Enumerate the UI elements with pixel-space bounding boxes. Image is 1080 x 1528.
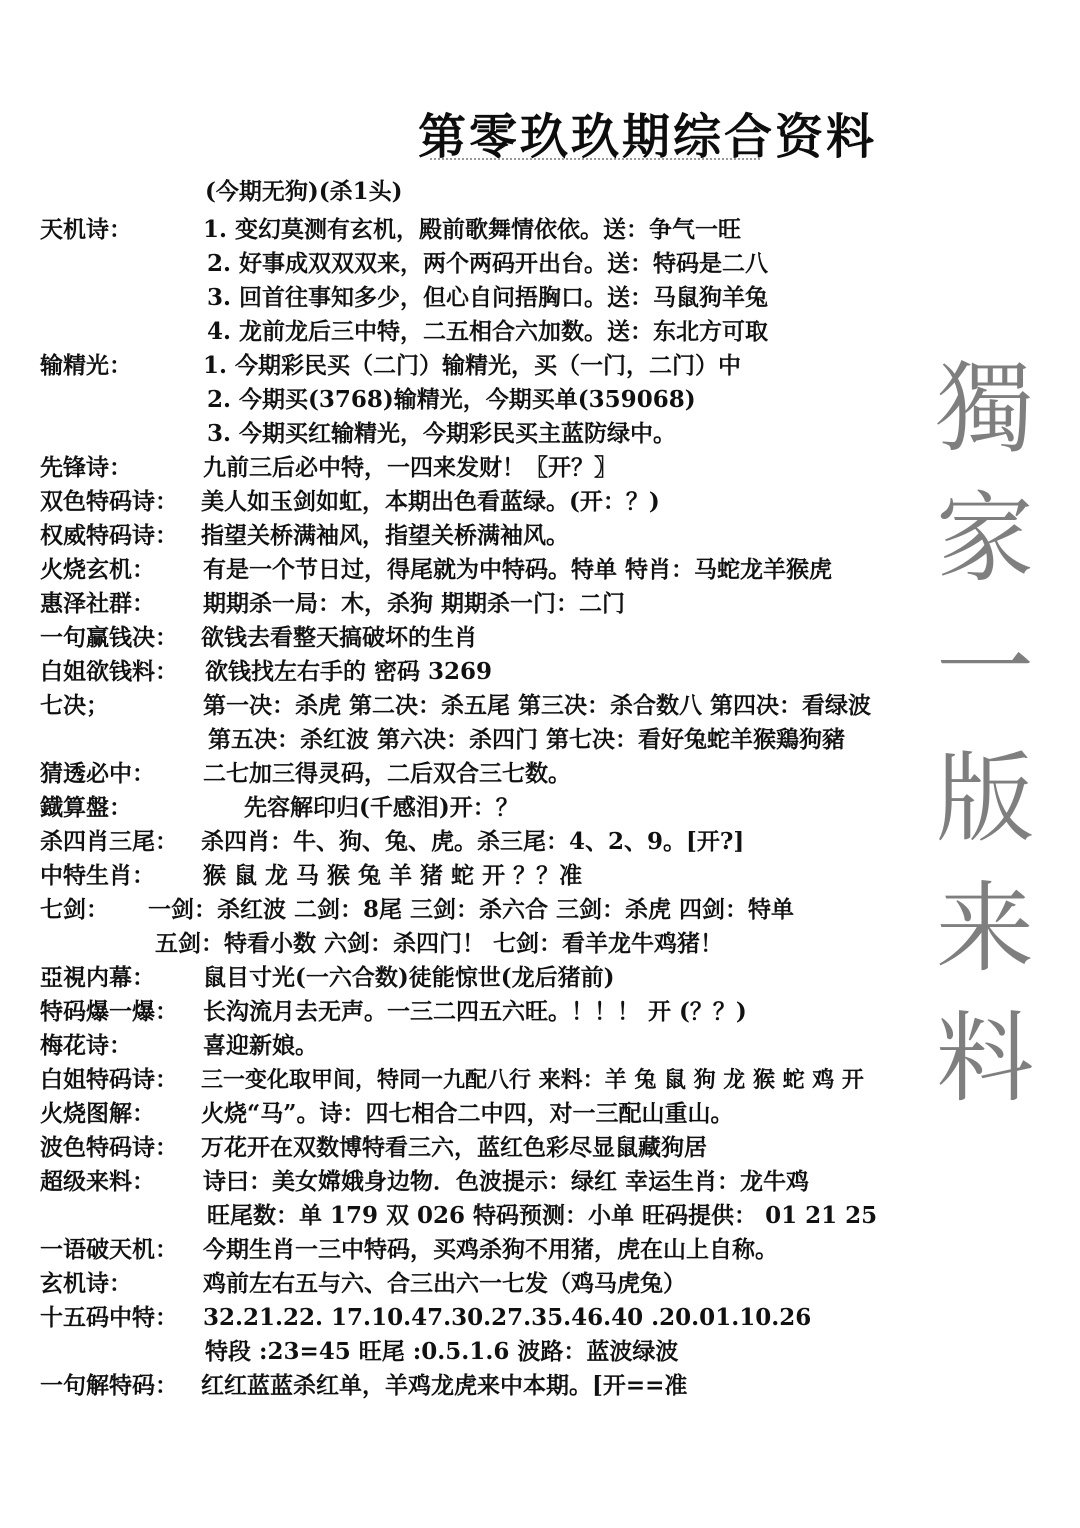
line-text: 美人如玉剑如虹，本期出色看蓝绿。(开：？) — [201, 488, 660, 515]
line-label: 七剑： — [40, 896, 109, 923]
line-text: 1. 今期彩民买（二门）输精光，买（一门，二门）中 — [203, 352, 742, 379]
line-text: 五剑：特看小数 六剑：杀四门！ 七剑：看羊龙牛鸡猪！ — [155, 930, 724, 957]
line-text: 特段 :23=45 旺尾 :0.5.1.6 波路：蓝波绿波 — [205, 1338, 679, 1365]
line-text: 火烧“马”。诗：四七相合二中四，对一三配山重山。 — [201, 1100, 734, 1127]
list-item — [0, 417, 1080, 451]
subtitle-text: (今期无狗)(杀1头) — [205, 178, 403, 205]
list-item — [0, 451, 1080, 485]
list-item — [0, 1369, 1080, 1403]
line-text: 猴 鼠 龙 马 猴 兔 羊 猪 蛇 开 ？？准 — [203, 862, 583, 889]
line-text: 今期生肖一三中特码，买鸡杀狗不用猪，虎在山上自称。 — [203, 1236, 778, 1263]
line-text: 红红蓝蓝杀红单，羊鸡龙虎来中本期。[开==准 — [201, 1372, 688, 1399]
list-item — [0, 791, 1080, 825]
line-text: 4. 龙前龙后三中特，二五相合六加数。送：东北方可取 — [207, 318, 769, 345]
line-label: 特码爆一爆： — [40, 998, 178, 1025]
line-label: 天机诗： — [40, 216, 132, 243]
watermark-char: 家 — [935, 482, 1034, 596]
line-text: 1. 变幻莫测有玄机，殿前歌舞情依依。送：争气一旺 — [203, 216, 742, 243]
list-item — [0, 723, 1080, 757]
list-item — [0, 519, 1080, 553]
watermark-char: 版 — [935, 742, 1034, 856]
list-item — [0, 349, 1080, 383]
line-text: 诗曰：美女嫦娥身边物．色波提示：绿红 幸运生肖：龙牛鸡 — [203, 1168, 810, 1195]
line-label: 十五码中特： — [40, 1304, 178, 1331]
watermark-char: 獨 — [935, 352, 1034, 466]
list-item — [0, 1199, 1080, 1233]
line-label: 波色特码诗： — [40, 1134, 178, 1161]
list-item — [0, 859, 1080, 893]
line-text: 3. 今期买红输精光，今期彩民买主蓝防绿中。 — [207, 420, 677, 447]
line-label: 梅花诗： — [40, 1032, 132, 1059]
line-label: 白姐欲钱料： — [40, 658, 178, 685]
line-text: 第一决：杀虎 第二决：杀五尾 第三决：杀合数八 第四决：看绿波 — [203, 692, 872, 719]
line-label: 惠泽社群： — [40, 590, 155, 617]
line-label: 双色特码诗： — [40, 488, 178, 515]
watermark-char: 料 — [935, 1002, 1034, 1116]
list-item — [0, 1029, 1080, 1063]
list-item — [0, 689, 1080, 723]
line-label: 一语破天机： — [40, 1236, 178, 1263]
line-label: 火烧图解： — [40, 1100, 155, 1127]
list-item — [0, 383, 1080, 417]
list-item — [0, 655, 1080, 689]
list-item — [0, 587, 1080, 621]
line-label: 超级来料： — [40, 1168, 155, 1195]
line-label: 先锋诗： — [40, 454, 132, 481]
list-item — [0, 281, 1080, 315]
list-item — [0, 1233, 1080, 1267]
line-label: 猜透必中： — [40, 760, 155, 787]
line-text: 长沟流月去无声。一三二四五六旺。！！！ 开 (？？) — [203, 998, 747, 1025]
list-item — [0, 961, 1080, 995]
list-item — [0, 757, 1080, 791]
line-label: 一句解特码： — [40, 1372, 178, 1399]
line-text: 欲钱去看整天搞破坏的生肖 — [201, 624, 477, 651]
line-text: 期期杀一局：木，杀狗 期期杀一门：二门 — [203, 590, 626, 617]
list-item — [0, 995, 1080, 1029]
list-item — [0, 893, 1080, 927]
line-text: 先容解印归(千感泪)开：？ — [244, 794, 519, 821]
line-text: 旺尾数：单 179 双 026 特码预测：小单 旺码提供： 01 21 25 — [207, 1202, 878, 1229]
list-item — [0, 485, 1080, 519]
line-label: 权威特码诗： — [40, 522, 178, 549]
list-item — [0, 1131, 1080, 1165]
list-item — [0, 315, 1080, 349]
line-text: 2. 今期买(3768)输精光，今期买单(359068) — [207, 386, 696, 413]
line-text: 一剑：杀红波 二剑：8尾 三剑：杀六合 三剑：杀虎 四剑：特单 — [148, 896, 795, 923]
line-text: 万花开在双数博特看三六，蓝红色彩尽显鼠藏狗居 — [201, 1134, 707, 1161]
line-text: 欲钱找左右手的 密码 3269 — [205, 658, 493, 685]
scan-smudge — [430, 158, 760, 166]
line-text: 3. 回首往事知多少，但心自问捂胸口。送：马鼠狗羊兔 — [207, 284, 769, 311]
list-item — [0, 1301, 1080, 1335]
line-label: 七决； — [40, 692, 109, 719]
line-label: 白姐特码诗： — [40, 1066, 178, 1093]
list-item — [0, 1165, 1080, 1199]
list-item — [0, 213, 1080, 247]
line-text: 有是一个节日过，得尾就为中特码。特单 特肖：马蛇龙羊猴虎 — [203, 556, 833, 583]
line-label: 鐡算盤： — [40, 794, 132, 821]
line-text: 32.21.22. 17.10.47.30.27.35.46.40 .20.01.10.26 — [203, 1304, 812, 1331]
page-title: 第零玖玖期综合资料 — [418, 109, 878, 165]
line-label: 杀四肖三尾： — [40, 828, 178, 855]
list-item — [0, 1335, 1080, 1369]
list-item — [0, 621, 1080, 655]
line-label: 中特生肖： — [40, 862, 155, 889]
line-text: 指望关桥满袖风，指望关桥满袖风。 — [201, 522, 569, 549]
line-text: 喜迎新娘。 — [203, 1032, 318, 1059]
list-item — [0, 1097, 1080, 1131]
watermark-char: 来 — [935, 872, 1034, 986]
line-text: 鼠目寸光(一六合数)徒能惊世(龙后猪前) — [203, 964, 615, 991]
line-text: 三一变化取甲间，特同一九配八行 来料：羊 兔 鼠 狗 龙 猴 蛇 鸡 开 — [201, 1067, 864, 1093]
list-item — [0, 553, 1080, 587]
list-item — [0, 1063, 1080, 1097]
line-text: 杀四肖：牛、狗、兔、虎。杀三尾：4、2、9。[开?] — [201, 828, 745, 855]
line-text: 2. 好事成双双双来，两个两码开出台。送：特码是二八 — [207, 250, 769, 277]
list-item — [0, 825, 1080, 859]
list-item — [0, 927, 1080, 961]
line-text: 鸡前左右五与六、合三出六一七发（鸡马虎兔） — [203, 1270, 686, 1297]
line-label: 一句赢钱决： — [40, 624, 178, 651]
watermark-char: 一 — [935, 612, 1034, 726]
line-label: 亞視内幕： — [40, 964, 155, 991]
line-label: 玄机诗： — [40, 1270, 132, 1297]
line-label: 火烧玄机： — [40, 556, 155, 583]
line-text: 九前三后必中特，一四来发财！〖开？〗 — [203, 454, 617, 481]
line-text: 二七加三得灵码，二后双合三七数。 — [203, 760, 571, 787]
line-text: 第五决：杀红波 第六决：杀四门 第七决：看好兔蛇羊猴鶏狗豬 — [208, 726, 846, 753]
list-item — [0, 247, 1080, 281]
line-label: 输精光： — [40, 352, 132, 379]
list-item — [0, 1267, 1080, 1301]
